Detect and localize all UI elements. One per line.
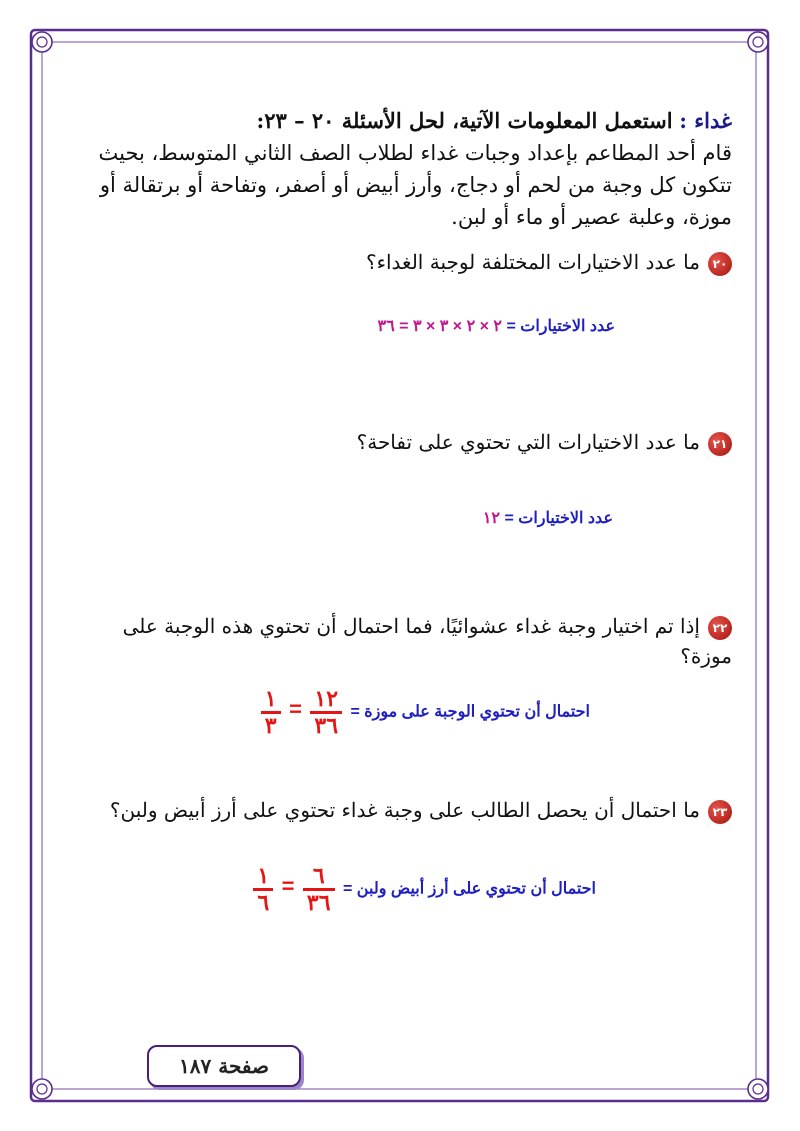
question-text: ما عدد الاختيارات المختلفة لوجبة الغداء؟: [365, 250, 700, 274]
fraction-1-3: [261, 687, 281, 738]
question-22: [70, 611, 732, 671]
answer-23: [249, 864, 596, 915]
question-text: ما احتمال أن يحصل الطالب على وجبة غداء تحتوي على أرز أبيض ولبن؟: [109, 798, 700, 822]
question-21: [70, 427, 732, 457]
fraction-numerator: ٦: [303, 864, 335, 891]
question-text: ما عدد الاختيارات التي تحتوي على تفاحة؟: [356, 430, 700, 454]
fraction-1-6: [253, 864, 273, 915]
equals-sign: =: [289, 696, 302, 722]
page-number: صفحة ١٨٧: [179, 1054, 269, 1078]
fraction-numerator: ١٢: [310, 687, 342, 714]
fraction-denominator: ٣٦: [306, 890, 331, 915]
question-number-badge: ٢٠: [708, 252, 732, 276]
fraction-denominator: ٣٦: [314, 713, 339, 738]
fraction-numerator: ١: [253, 864, 273, 891]
question-20: [70, 247, 732, 277]
question-number-badge: ٢١: [708, 432, 732, 456]
answer-value: ١٢: [482, 510, 501, 527]
title-keyword: غداء :: [679, 108, 732, 133]
answer-label: عدد الاختيارات =: [506, 318, 615, 335]
fraction-12-36: [310, 687, 342, 738]
problem-intro: [70, 105, 732, 233]
question-text: إذا تم اختيار وجبة غداء عشوائيًا، فما احتمال أن تحتوي هذه الوجبة على موزة؟: [122, 614, 732, 668]
fraction-denominator: ٣: [264, 713, 277, 738]
answer-20: [378, 316, 615, 336]
fraction-6-36: [303, 864, 335, 915]
answer-label: عدد الاختيارات =: [504, 510, 613, 527]
question-23: [70, 795, 732, 825]
page-number-box: [147, 1045, 301, 1087]
answer-label: احتمال أن تحتوي على أرز أبيض ولبن =: [343, 880, 596, 898]
problem-title: [70, 105, 732, 137]
fraction-numerator: ١: [261, 687, 281, 714]
question-number-badge: ٢٢: [708, 616, 732, 640]
problem-body: قام أحد المطاعم بإعداد وجبات غداء لطلاب الصف الثاني المتوسط، بحيث تتكون كل وجبة من لحم أو دجاج، وأرز أبيض أو أصفر، وتفاحة أو برتقالة أو موزة، وعلبة عصير أو ماء أو لبن.: [98, 141, 732, 229]
title-instruction: استعمل المعلومات الآتية، لحل الأسئلة ٢٠ – ٢٣:: [256, 108, 673, 133]
equals-sign: =: [281, 873, 295, 899]
answer-value: ٢ × ٢ × ٣ × ٣ = ٣٦: [377, 318, 503, 335]
answer-21: [483, 508, 613, 528]
question-number-badge: ٢٣: [708, 800, 732, 824]
answer-22: [257, 687, 590, 738]
fraction-denominator: ٦: [257, 890, 270, 915]
answer-label: احتمال أن تحتوي الوجبة على موزة =: [350, 703, 590, 721]
